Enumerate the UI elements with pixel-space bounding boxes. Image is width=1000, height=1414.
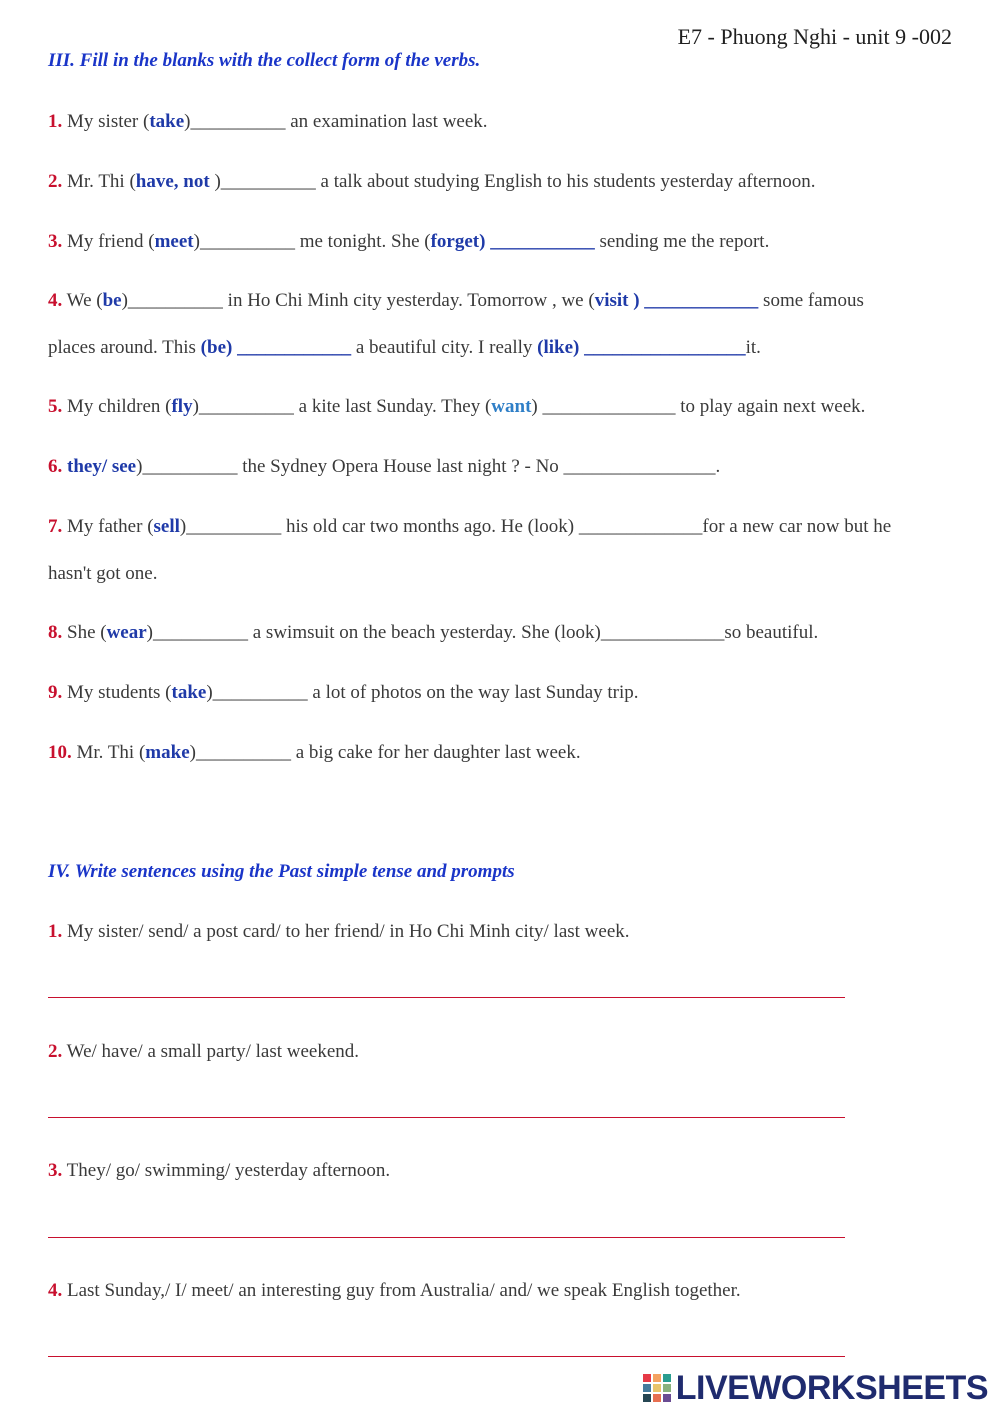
item-text: it. [745,337,761,358]
exercise-4-item-1 [48,921,630,943]
item-text: My students ( [67,682,172,703]
item-text[interactable]: )__________ a talk about studying English to his students yesterday afternoon. [214,171,816,192]
answer-blank[interactable]: ____________ [237,337,352,358]
item-prompt: We/ have/ a small party/ last weekend. [66,1041,360,1062]
item-prompt: My sister/ send/ a post card/ to her friend/ in Ho Chi Minh city/ last week. [67,921,630,942]
answer-line[interactable] [48,1117,845,1118]
answer-blank[interactable]: ___________ [490,231,595,252]
verb-prompt: be [102,290,122,311]
item-text[interactable]: )__________ the Sydney Opera House last night ? - No ________________. [136,456,721,477]
item-text[interactable]: )__________ a kite last Sunday. They ( [192,396,492,417]
item-prompt: Last Sunday,/ I/ meet/ an interesting guy from Australia/ and/ we speak English together. [67,1280,741,1301]
answer-line[interactable] [48,1356,845,1357]
exercise-3-item-5 [48,396,865,418]
exercise-3-item-1 [48,111,488,133]
exercise-3-item-3 [48,231,769,253]
verb-prompt: meet [154,231,194,252]
liveworksheets-logo [642,1370,988,1406]
item-text[interactable]: )__________ me tonight. She ( [193,231,431,252]
exercise-3-item-10 [48,742,581,764]
item-text: We ( [66,290,103,311]
exercise-3-item-8 [48,622,818,644]
item-number: 4. [48,1280,63,1301]
exercise-3-item-6 [48,456,720,478]
item-text[interactable]: )__________ a big cake for her daughter last week. [189,742,581,763]
verb-prompt: take [149,111,185,132]
worksheet-code: E7 - Phuong Nghi - unit 9 -002 [677,24,952,49]
verb-prompt: take [171,682,207,703]
exercise-3-item-7-continued [48,563,158,585]
verb-prompt: visit ) [594,290,640,311]
verb-prompt: forget) [430,231,486,252]
answer-line[interactable] [48,1237,845,1238]
item-number: 6. [48,456,63,477]
item-text: My father ( [67,516,154,537]
verb-prompt: have, not [135,171,215,192]
verb-prompt: wear [106,622,147,643]
verb-prompt: make [145,742,190,763]
verb-prompt: (be) [200,337,233,358]
item-text: places around. This [48,337,201,358]
item-number: 2. [48,1041,63,1062]
verb-prompt: want [491,396,532,417]
brand-name: LIVEWORKSHEETS [675,1368,988,1407]
exercise-4-item-3 [48,1160,390,1182]
section-4-heading: IV. Write sentences using the Past simple tense and prompts [48,861,515,882]
item-number: 1. [48,111,63,132]
exercise-3-item-2 [48,171,816,193]
exercise-3-item-4 [48,290,864,312]
item-number: 4. [48,290,63,311]
logo-grid-icon [642,1373,672,1403]
item-text: She ( [67,622,107,643]
item-text[interactable]: )__________ an examination last week. [184,111,488,132]
item-text: My sister ( [67,111,150,132]
exercise-4-item-2 [48,1041,359,1063]
verb-prompt: sell [153,516,180,537]
exercise-3-item-9 [48,682,639,704]
item-text: My friend ( [67,231,155,252]
verb-prompt: they/ see [67,456,137,477]
item-number: 7. [48,516,63,537]
item-number: 5. [48,396,63,417]
item-text: Mr. Thi ( [76,742,146,763]
answer-line[interactable] [48,997,845,998]
item-text: My children ( [67,396,172,417]
item-number: 2. [48,171,63,192]
item-text[interactable]: )__________ a lot of photos on the way last Sunday trip. [206,682,639,703]
item-number: 9. [48,682,63,703]
exercise-3-item-7 [48,516,891,538]
item-text: some famous [758,290,864,311]
verb-prompt: (like) [537,337,580,358]
item-number: 3. [48,231,63,252]
item-text[interactable]: )__________ a swimsuit on the beach yesterday. She (look)_____________so beautiful. [146,622,819,643]
answer-blank[interactable]: _________________ [584,337,746,358]
item-text: hasn't got one. [48,563,158,584]
item-number: 3. [48,1160,63,1181]
item-number: 8. [48,622,63,643]
item-text: a beautiful city. I really [351,337,538,358]
answer-blank[interactable]: ____________ [644,290,759,311]
exercise-3-item-4-continued [48,337,761,359]
exercise-4-item-4 [48,1280,741,1302]
item-prompt: They/ go/ swimming/ yesterday afternoon. [66,1160,391,1181]
item-text: sending me the report. [594,231,770,252]
item-text[interactable]: )__________ in Ho Chi Minh city yesterday. Tomorrow , we ( [121,290,595,311]
item-number: 1. [48,921,63,942]
verb-prompt: fly [171,396,193,417]
item-text[interactable]: ) ______________ to play again next week. [531,396,866,417]
item-number: 10. [48,742,72,763]
section-3-heading: III. Fill in the blanks with the collect form of the verbs. [48,50,481,71]
item-text: Mr. Thi ( [67,171,136,192]
item-text[interactable]: )__________ his old car two months ago. He (look) _____________for a new car now but he [179,516,892,537]
